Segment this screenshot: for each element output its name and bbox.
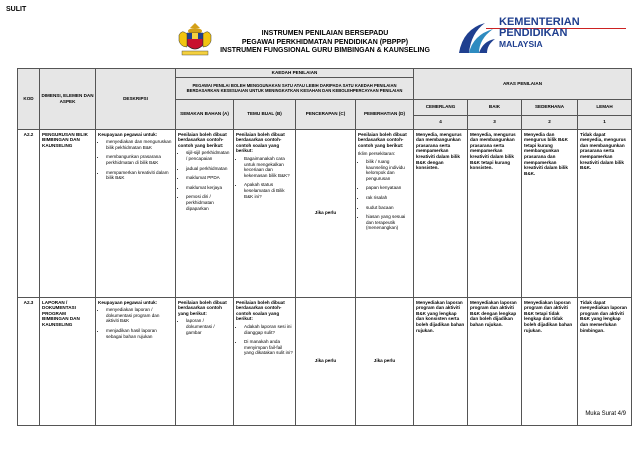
row-code: A2.2	[18, 129, 40, 297]
row-code: A2.3	[18, 297, 40, 425]
level-4-cell: Menyedia, mengurus dan membangunkan prasarana serta mempamerkan kreativiti dalam bilik B&K dengan konsisten.	[414, 129, 468, 297]
kaedah-description: PEGAWAI PENILAI BOLEH MENGGUNAKAN SATU ATAU LEBIH DARIPADA SATU KAEDAH PENILAIAN BERDASARKAN KESESUAIAN UNTUK MENINGKATKAN KESAHAN DAN KEBOLEHPERCAYAAN PENILAIAN	[176, 77, 414, 99]
col-deskripsi-header: DESKRIPSI	[96, 69, 176, 130]
list-item: • papan kenyataan	[366, 185, 411, 191]
classification-label: SULIT	[6, 6, 27, 13]
description-lead: Keupayaan pegawai untuk:	[98, 131, 158, 137]
list-item: • jadual perkhidmatan	[186, 166, 231, 172]
kpm-line-2: PENDIDIKAN	[499, 27, 568, 39]
kaedah-col-b: TEMU BUAL (B)	[234, 99, 296, 129]
method-b-cell	[234, 129, 296, 297]
kaedah-col-a: SEMAKAN BAHAN (A)	[176, 99, 234, 129]
list-item: • mempamerkan kreativiti dalam bilik B&K	[106, 170, 173, 181]
page-number: Muka Surat 4/9	[585, 411, 626, 417]
method-c-cell: Jika perlu	[296, 129, 356, 297]
list-item: • Di manakah anda menyimpan fail-fail yang dikatakan sulit ini?	[244, 339, 293, 356]
kpm-line-1: KEMENTERIAN	[499, 16, 580, 28]
method-lead: Penilaian boleh dibuat berdasarkan contoh-contoh yang berikut:	[178, 131, 227, 148]
aras-num-1: 1	[578, 115, 632, 129]
level-1-cell: Tidak dapat menyedia, mengurus dan membangunkan prasarana serta mempamerkan kreativiti dalam bilik B&K.	[578, 129, 632, 297]
list-item: • laporan / dokumentasi / gambar	[186, 318, 231, 335]
kaedah-col-c: PENCERAPAN (C)	[296, 99, 356, 129]
method-lead: Penilaian boleh dibuat berdasarkan contoh-contoh soalan yang berikut:	[236, 131, 285, 154]
title-line-2: PEGAWAI PERKHIDMATAN PENDIDIKAN (PBPPP)	[241, 38, 409, 46]
row-description	[96, 297, 176, 425]
method-d-cell: Jika perlu	[356, 297, 414, 425]
row-dimension: PENGURUSAN BILIK BIMBINGAN DAN KAUNSELING	[40, 129, 96, 297]
table-row	[18, 297, 632, 425]
list-item: • membangunkan prasarana perkhidmatan di bilik B&K	[106, 154, 173, 165]
list-item: • sudut bacaan	[366, 205, 411, 211]
aras-num-4: 4	[414, 115, 468, 129]
list-item: • menyediakan dan menguruskan bilik pekhidmatan B&K	[106, 139, 173, 150]
kaedah-col-d: PEMERHATIAN (D)	[356, 99, 414, 129]
method-a-cell	[176, 129, 234, 297]
list-item: • menyediakan laporan / dokumentasi program dan aktiviti B&K	[106, 307, 173, 324]
list-item: • Apakah status keselamatan di Bilik B&K ini?	[244, 182, 293, 199]
col-dimensi-header: DIMENSI, ELEMEN DAN ASPEK	[40, 69, 96, 130]
description-lead: Keupayaan pegawai untuk:	[98, 299, 158, 305]
aras-num-3: 3	[468, 115, 522, 129]
row-dimension: LAPORAN / DOKUMENTASI PROGRAM BIMBINGAN DAN KAUNSELING	[40, 297, 96, 425]
list-item: • maklumat PPDA	[186, 175, 231, 181]
col-kod-header: KOD	[18, 69, 40, 130]
level-2-cell: Menyedia dan mengurus bilik B&K tetapi kurang membangunkan prasarana dan mempamerkan kreativiti dalam bilik B&K.	[522, 129, 578, 297]
aras-num-2: 2	[522, 115, 578, 129]
title-line-1: INSTRUMEN PENILAIAN BERSEPADU	[261, 30, 389, 37]
method-c-cell: Jika perlu	[296, 297, 356, 425]
assessment-table	[17, 68, 632, 426]
kaedah-penilaian-header: KAEDAH PENILAIAN	[176, 69, 414, 78]
method-d-cell	[356, 129, 414, 297]
aras-penilaian-header: ARAS PENILAIAN	[414, 69, 632, 100]
list-item: • maklumat kerjaya	[186, 185, 231, 191]
method-lead: Penilaian boleh dibuat berdasarkan contoh-contoh soalan yang berikut:	[236, 299, 285, 322]
list-item: • pemosi diri / perkhidmatan dipaparkan	[186, 194, 231, 211]
list-item: • menjadikan hasil laporan sebagai bahan rujukan	[106, 328, 173, 339]
list-item: • Bagaimanakah cara untuk mengekalkan keceriaan dan kekemasan bilik B&K?	[244, 156, 293, 178]
method-lead: Penilaian boleh dibuat berdasarkan contoh yang berikut:	[178, 299, 227, 316]
aras-baik: BAIK	[468, 99, 522, 115]
level-3-cell: Menyedia, mengurus dan membangunkan prasarana serta mempamerkan kreativiti dalam bilik B&K tetapi kurang konsisten.	[468, 129, 522, 297]
level-4-cell: Menyediakan laporan program dan aktiviti B&K yang lengkap dan konsisten serta boleh dijadikan bahan rujukan.	[414, 297, 468, 425]
list-item: • Adakah laporan sesi ini dianggap sulit?	[244, 324, 293, 335]
table-row	[18, 129, 632, 297]
method-a-cell	[176, 297, 234, 425]
kpm-line-3: MALAYSIA	[499, 39, 543, 49]
level-1-cell: Tidak dapat menyediakan laporan program dan aktiviti B&K yang lengkap dan memerlukan bimbingan.	[578, 297, 632, 425]
list-item: • hiasan yang sesuai dan terapeutik (menenangkan)	[366, 214, 411, 231]
aras-cemerlang: CEMERLANG	[414, 99, 468, 115]
list-item: • bilik / ruang kaunseling individu kelompok dan pengurusan	[366, 159, 411, 181]
level-2-cell: Menyediakan laporan program dan aktiviti B&K tetapi tidak lengkap dan tidak boleh dijadikan bahan rujukan.	[522, 297, 578, 425]
level-3-cell: Menyediakan laporan program dan aktiviti B&K dengan lengkap dan boleh dijadikan bahan rujukan.	[468, 297, 522, 425]
aras-lemah: LEMAH	[578, 99, 632, 115]
method-lead: Penilaian boleh dibuat berdasarkan contoh-contoh yang berikut:	[358, 131, 407, 148]
list-item: • rak risalah	[366, 195, 411, 201]
method-sub: Iklim persekitaran:	[358, 151, 396, 157]
list-item: • sijil-sijil perkhidmatan / pencapaian	[186, 150, 231, 161]
title-line-3: INSTRUMEN FUNGSIONAL GURU BIMBINGAN & KAUNSELING	[220, 47, 430, 54]
method-b-cell	[234, 297, 296, 425]
row-description	[96, 129, 176, 297]
aras-sederhana: SEDERHANA	[522, 99, 578, 115]
kpm-emblem-logo	[455, 19, 497, 57]
